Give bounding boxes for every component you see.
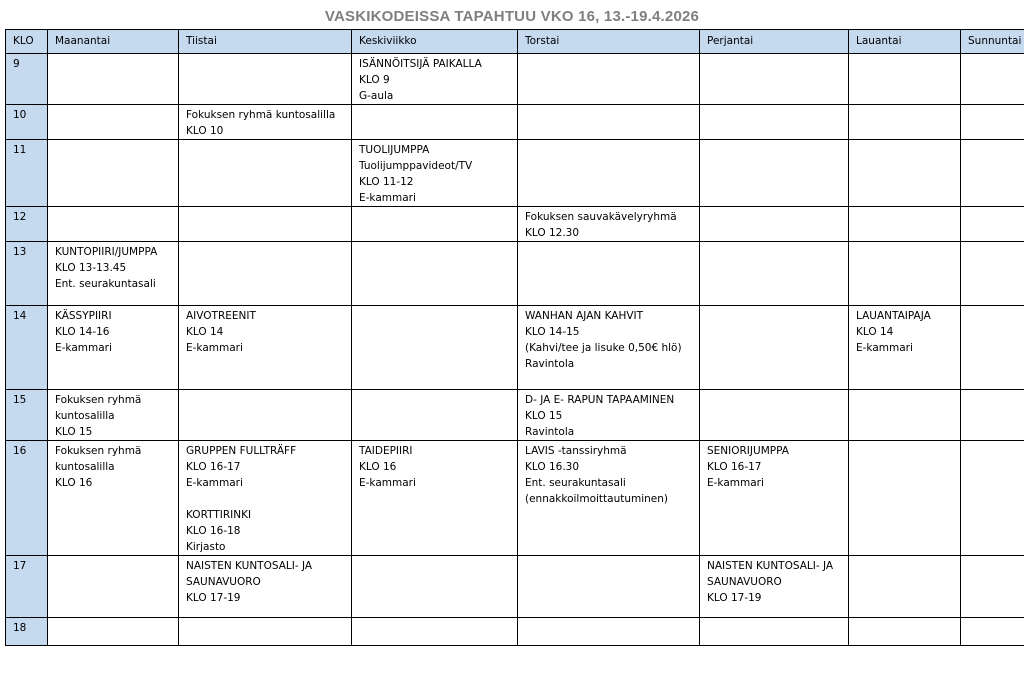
event-cell-perjantai (700, 105, 849, 140)
event-cell-maanantai (48, 390, 179, 441)
hour-cell: 16 (6, 441, 48, 556)
event-cell-tiistai (179, 441, 352, 556)
event-line: KLO 16 (359, 461, 397, 473)
event-cell-keskiviikko (352, 105, 518, 140)
event-line: KLO 14 (856, 326, 894, 338)
event-cell-perjantai (700, 140, 849, 207)
event-line: TUOLIJUMPPA (359, 144, 430, 156)
hour-cell: 12 (6, 207, 48, 242)
event-line: LAUANTAIPAJA (856, 310, 931, 322)
event-cell-lauantai (849, 54, 961, 105)
event-line: G-aula (359, 90, 394, 102)
event-cell-maanantai (48, 105, 179, 140)
event-line: KUNTOPIIRI/JUMPPA (55, 246, 158, 258)
event-cell-sunnuntai (961, 441, 1024, 556)
event-cell-tiistai (179, 105, 352, 140)
event-line: KLO 14 (186, 326, 224, 338)
event-line: KLO 12.30 (525, 227, 580, 239)
event-line: E-kammari (359, 192, 416, 204)
event-line: Fokuksen ryhmä (55, 394, 142, 406)
event-cell-torstai (518, 140, 700, 207)
event-cell-lauantai (849, 441, 961, 556)
event-line: kuntosalilla (55, 461, 115, 473)
event-cell-tiistai (179, 242, 352, 306)
event-cell-tiistai (179, 306, 352, 390)
schedule-row (6, 105, 1024, 140)
event-cell-maanantai (48, 441, 179, 556)
event-cell-lauantai (849, 105, 961, 140)
event-line: E-kammari (359, 477, 416, 489)
hour-cell: 14 (6, 306, 48, 390)
schedule-row (6, 306, 1024, 390)
event-cell-tiistai (179, 556, 352, 618)
event-line: KLO 15 (525, 410, 563, 422)
event-cell-keskiviikko (352, 242, 518, 306)
event-cell-sunnuntai (961, 105, 1024, 140)
event-line: KLO 16-17 (186, 461, 241, 473)
event-cell-lauantai (849, 306, 961, 390)
event-line: SAUNAVUORO (707, 576, 782, 588)
schedule-row (6, 441, 1024, 556)
event-cell-sunnuntai (961, 207, 1024, 242)
event-line: KLO 16-17 (707, 461, 762, 473)
event-cell-tiistai (179, 140, 352, 207)
weekly-schedule-table (5, 29, 1024, 646)
event-cell-sunnuntai (961, 390, 1024, 441)
event-line: TAIDEPIIRI (359, 445, 413, 457)
event-cell-torstai (518, 54, 700, 105)
event-cell-lauantai (849, 390, 961, 441)
schedule-row (6, 54, 1024, 105)
event-cell-perjantai (700, 390, 849, 441)
schedule-title: VASKIKODEISSA TAPAHTUU VKO 16, 13.-19.4.2026 (324, 8, 700, 25)
header-tiistai: Tiistai (179, 30, 352, 54)
header-lauantai: Lauantai (849, 30, 961, 54)
event-cell-maanantai (48, 306, 179, 390)
event-cell-keskiviikko (352, 441, 518, 556)
event-line: E-kammari (186, 477, 243, 489)
event-line: KLO 16 (55, 477, 93, 489)
event-cell-keskiviikko (352, 306, 518, 390)
schedule-row (6, 207, 1024, 242)
hour-cell: 15 (6, 390, 48, 441)
event-line: KLO 11-12 (359, 176, 414, 188)
event-cell-lauantai (849, 207, 961, 242)
event-cell-sunnuntai (961, 54, 1024, 105)
event-line: KLO 15 (55, 426, 93, 438)
event-cell-tiistai (179, 618, 352, 646)
hour-cell: 18 (6, 618, 48, 646)
header-klo: KLO (6, 30, 48, 54)
event-cell-torstai (518, 390, 700, 441)
header-row (6, 30, 1024, 54)
event-line: kuntosalilla (55, 410, 115, 422)
event-cell-lauantai (849, 556, 961, 618)
event-cell-sunnuntai (961, 242, 1024, 306)
event-line: E-kammari (856, 342, 913, 354)
event-line: E-kammari (707, 477, 764, 489)
event-cell-maanantai (48, 207, 179, 242)
event-cell-keskiviikko (352, 207, 518, 242)
event-line: KLO 13-13.45 (55, 262, 127, 274)
event-line: Fokuksen ryhmä kuntosalilla (186, 109, 336, 121)
event-line: Fokuksen sauvakävelyryhmä (525, 211, 677, 223)
header-perjantai: Perjantai (700, 30, 849, 54)
event-cell-tiistai (179, 54, 352, 105)
event-cell-perjantai (700, 54, 849, 105)
event-cell-perjantai (700, 242, 849, 306)
event-cell-torstai (518, 207, 700, 242)
event-line: KÄSSYPIIRI (55, 310, 112, 322)
event-line: KLO 16.30 (525, 461, 580, 473)
event-line: Ent. seurakuntasali (55, 278, 156, 290)
schedule-row (6, 140, 1024, 207)
event-line: KLO 14-16 (55, 326, 110, 338)
event-cell-maanantai (48, 54, 179, 105)
event-line: Tuolijumppavideot/TV (359, 160, 473, 172)
event-line: LAVIS -tanssiryhmä (525, 445, 627, 457)
event-line: (Kahvi/tee ja lisuke 0,50€ hlö) (525, 342, 682, 354)
event-cell-sunnuntai (961, 140, 1024, 207)
hour-cell: 9 (6, 54, 48, 105)
event-cell-maanantai (48, 140, 179, 207)
event-line: KLO 14-15 (525, 326, 580, 338)
event-cell-keskiviikko (352, 140, 518, 207)
event-cell-keskiviikko (352, 54, 518, 105)
event-line: KLO 9 (359, 74, 390, 86)
schedule-row (6, 242, 1024, 306)
schedule-row (6, 556, 1024, 618)
event-line: SENIORIJUMPPA (707, 445, 789, 457)
line-gap (186, 491, 347, 507)
event-line: D- JA E- RAPUN TAPAAMINEN (525, 394, 675, 406)
schedule-row (6, 390, 1024, 441)
event-line: KLO 17-19 (707, 592, 762, 604)
event-cell-sunnuntai (961, 306, 1024, 390)
event-line: E-kammari (55, 342, 112, 354)
event-line: KLO 17-19 (186, 592, 241, 604)
event-line: ISÄNNÖITSIJÄ PAIKALLA (359, 58, 482, 70)
event-cell-lauantai (849, 140, 961, 207)
event-line: E-kammari (186, 342, 243, 354)
event-cell-torstai (518, 306, 700, 390)
event-line: Ravintola (525, 358, 575, 370)
event-line: KORTTIRINKI (186, 509, 252, 521)
event-line: Ravintola (525, 426, 575, 438)
event-cell-torstai (518, 441, 700, 556)
event-line: SAUNAVUORO (186, 576, 261, 588)
event-line: Ent. seurakuntasali (525, 477, 626, 489)
event-cell-lauantai (849, 242, 961, 306)
event-line: Kirjasto (186, 541, 226, 553)
hour-cell: 11 (6, 140, 48, 207)
event-cell-keskiviikko (352, 618, 518, 646)
event-cell-torstai (518, 556, 700, 618)
event-cell-perjantai (700, 207, 849, 242)
event-line: NAISTEN KUNTOSALI- JA (707, 560, 834, 572)
header-keskiviikko: Keskiviikko (352, 30, 518, 54)
schedule-row (6, 618, 1024, 646)
event-line: Fokuksen ryhmä (55, 445, 142, 457)
event-cell-lauantai (849, 618, 961, 646)
event-cell-maanantai (48, 618, 179, 646)
hour-cell: 10 (6, 105, 48, 140)
event-cell-tiistai (179, 207, 352, 242)
header-maanantai: Maanantai (48, 30, 179, 54)
event-line: KLO 10 (186, 125, 224, 137)
event-line: KLO 16-18 (186, 525, 241, 537)
event-cell-perjantai (700, 556, 849, 618)
event-cell-torstai (518, 105, 700, 140)
event-cell-perjantai (700, 618, 849, 646)
header-torstai: Torstai (518, 30, 700, 54)
event-cell-torstai (518, 618, 700, 646)
event-line: GRUPPEN FULLTRÄFF (186, 445, 297, 457)
hour-cell: 13 (6, 242, 48, 306)
event-cell-tiistai (179, 390, 352, 441)
event-cell-perjantai (700, 306, 849, 390)
event-cell-keskiviikko (352, 556, 518, 618)
event-cell-perjantai (700, 441, 849, 556)
event-line: (ennakkoilmoittautuminen) (525, 493, 669, 505)
event-line: NAISTEN KUNTOSALI- JA (186, 560, 313, 572)
event-cell-sunnuntai (961, 556, 1024, 618)
header-sunnuntai: Sunnuntai (961, 30, 1024, 54)
event-cell-sunnuntai (961, 618, 1024, 646)
event-cell-maanantai (48, 242, 179, 306)
event-line: WANHAN AJAN KAHVIT (525, 310, 644, 322)
event-cell-torstai (518, 242, 700, 306)
event-cell-maanantai (48, 556, 179, 618)
hour-cell: 17 (6, 556, 48, 618)
event-line: AIVOTREENIT (186, 310, 256, 322)
event-cell-keskiviikko (352, 390, 518, 441)
